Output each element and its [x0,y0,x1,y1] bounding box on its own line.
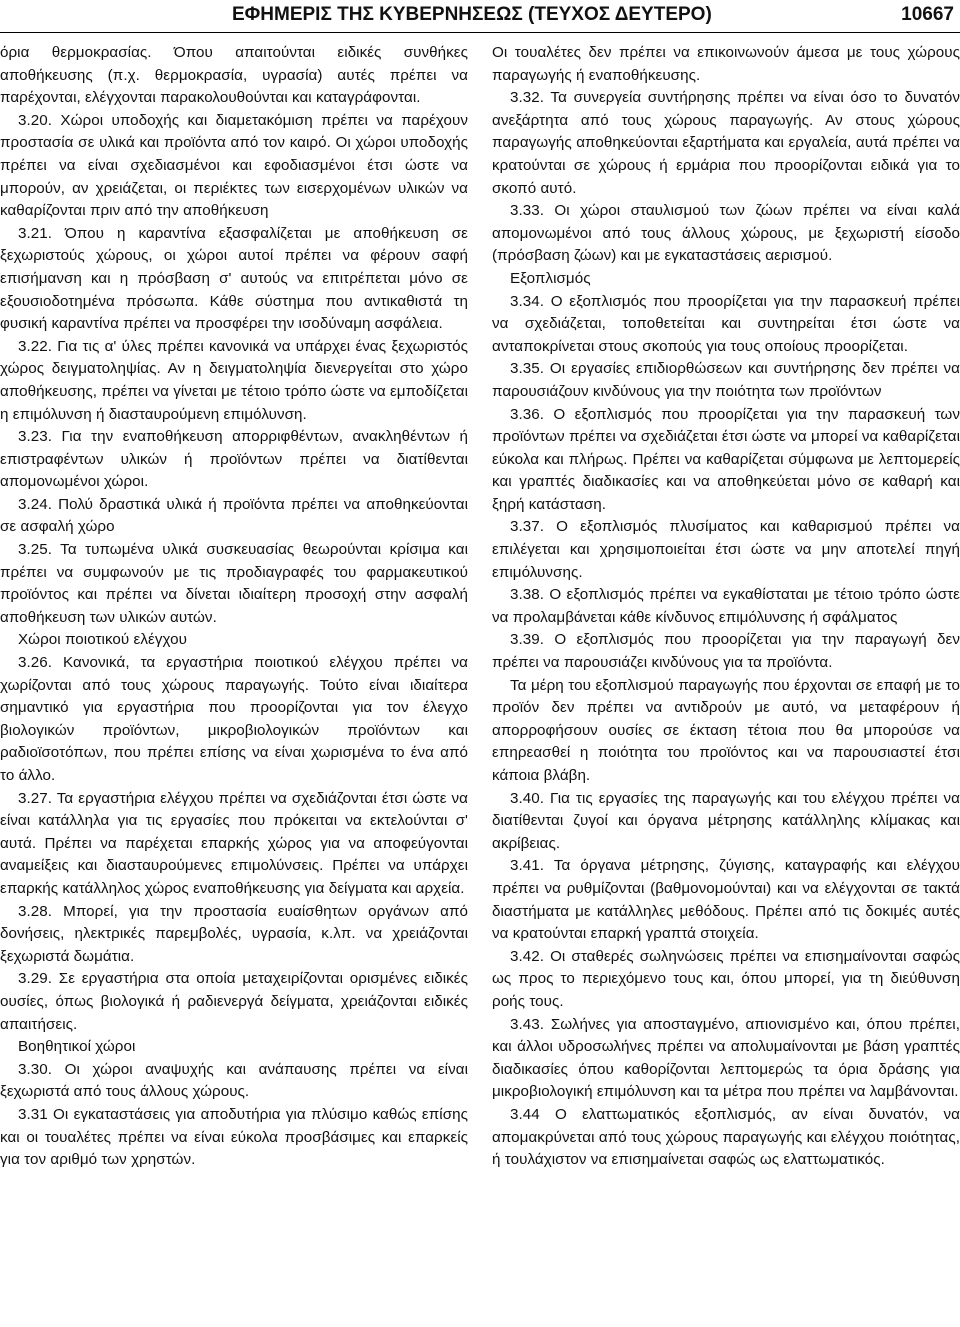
paragraph-3-36: 3.36. Ο εξοπλισμός που προορίζεται για την παρασκευή των προϊόντων πρέπει να σχεδιάζεται έτσι ώστε να μπορεί να καθαρίζεται εύκολα και πλήρως. Πρέπει να καθαρίζεται σύμφωνα με λεπτομερείς και γραπτές διαδικασίες και να αποθηκεύεται μόνο σε καθαρή και ξηρή κατάσταση. [492,405,960,513]
paragraph-3-23: 3.23. Για την εναποθήκευση απορριφθέντων, ανακληθέντων ή επιστραφέντων υλικών ή προϊόντων πρέπει να διατίθενται απομονωμένοι χώροι. [0,428,468,491]
gazette-title: ΕΦΗΜΕΡΙΣ ΤΗΣ ΚΥΒΕΡΝΗΣΕΩΣ (ΤΕΥΧΟΣ ΔΕΥΤΕΡΟ) [232,4,712,25]
paragraph-3-31: 3.31 Οι εγκαταστάσεις για αποδυτήρια για πλύσιμο καθώς επίσης και οι τουαλέτες πρέπει να είναι εύκολα προσβάσιμες και επαρκείς για τον αριθμό των χρηστών. [0,1105,468,1169]
paragraph-3-32: 3.32. Τα συνεργεία συντήρησης πρέπει να είναι όσο το δυνατόν ανεξάρτητα από τους χώρους παραγωγής. Αν στους χώρους παραγωγής αποθηκεύονται εξαρτήματα και εργαλεία, αυτά πρέπει να κρατούνται σε χώρους ή ερμάρια που προορίζονται ειδικά για το σκοπό αυτό. [492,89,960,197]
paragraph-3-26: 3.26. Κανονικά, τα εργαστήρια ποιοτικού ελέγχου πρέπει να χωρίζονται από τους χώρους παραγωγής. Τούτο είναι ιδιαίτερα σημαντικό για εργαστήρια που προορίζονται για τον έλεγχο βιολογικών προϊόντων, μικροβιολογικών προϊόντων και ραδιοϊσοτόπων, που πρέπει επίσης να είναι χωρισμένα το ένα από το άλλο. [0,654,468,784]
paragraph-3-41: 3.41. Τα όργανα μέτρησης, ζύγισης, καταγραφής και ελέγχου πρέπει να ρυθμίζονται (βαθμονομούνται) και να ελέγχονται σε τακτά διαστήματα με κατάλληλες μεθόδους. Πρέπει από τις δοκιμές αυτές να κρατούνται επαρκή γραπτά στοιχεία. [492,857,960,943]
paragraph-3-25: 3.25. Τα τυπωμένα υλικά συσκευασίας θεωρούνται κρίσιμα και πρέπει να συμφωνούν με τις προδιαγραφές του φαρμακευτικού προϊόντος και πρέπει να δίνεται ιδιαίτερη προσοχή στην ασφαλή αποθήκευση των υλικών αυτών. [0,541,468,626]
section-heading-quality-control: Χώροι ποιοτικού ελέγχου [18,631,187,649]
paragraph: Τα μέρη του εξοπλισμού παραγωγής που έρχονται σε επαφή με το προϊόν δεν πρέπει να αντιδρούν με αυτό, να μεταφέρουν ή απορροφήσουν ουσίες σε έκταση τέτοια που θα μπορούσε να επηρεασθεί η ποιότητα του προϊόντος και να παρουσιαστεί έτσι κάποια βλάβη. [492,676,960,784]
paragraph-3-27: 3.27. Τα εργαστήρια ελέγχου πρέπει να σχεδιάζονται έτσι ώστε να είναι κατάλληλα για τις εργασίες που πρόκειται να εκτελούνται σ' αυτά. Πρέπει να παρέχεται επαρκής χώρος για να αποφεύγονται αναμείξεις και διασταυρούμενες επιμολύνσεις. Πρέπει να υπάρχει επαρκής κατάλληλος χώρος εναποθήκευσης για δείγματα και αρχεία. [0,789,468,897]
paragraph: όρια θερμοκρασίας. Όπου απαιτούνται ειδικές συνθήκες αποθήκευσης (π.χ. θερμοκρασία, υγρασία) αυτές πρέπει να παρέχονται, ελέγχονται παρακολουθούνται και καταγράφονται. [0,44,468,107]
paragraph: Οι τουαλέτες δεν πρέπει να επικοινωνούν άμεσα με τους χώρους παραγωγής ή εναποθήκευσης. [492,44,960,84]
paragraph-3-33: 3.33. Οι χώροι σταυλισμού των ζώων πρέπει να είναι καλά απομονωμένοι από τους άλλους χώρους, με ξεχωριστή είσοδο (πρόσβαση ζώων) και με εγκαταστάσεις αερισμού. [492,202,960,265]
paragraph-3-21: 3.21. Όπου η καραντίνα εξασφαλίζεται με αποθήκευση σε ξεχωριστούς χώρους, οι χώροι αυτοί πρέπει να φέρουν σαφή επισήμανση και η πρόσβαση σ' αυτούς να επιτρέπεται μόνο σε εξουσιοδοτημένα πρόσωπα. Κάθε σύστημα που αντικαθιστά τη φυσική καραντίνα πρέπει να προσφέρει την ισοδύναμη ασφάλεια. [0,224,468,333]
paragraph-3-34: 3.34. Ο εξοπλισμός που προορίζεται για την παρασκευή πρέπει να σχεδιάζεται, τοποθετείται και συντηρείται έτσι ώστε να ανταποκρίνεται στους σκοπούς για τους οποίους προορίζεται. [492,292,960,355]
section-heading-auxiliary: Βοηθητικοί χώροι [18,1038,136,1056]
paragraph-3-28: 3.28. Μπορεί, για την προστασία ευαίσθητων οργάνων από δονήσεις, ηλεκτρικές παρεμβολές, υγρασία, κ.λπ. να χρειάζονται ξεχωριστά δωμάτια. [0,902,468,965]
paragraph-3-37: 3.37. Ο εξοπλισμός πλυσίματος και καθαρισμού πρέπει να επιλέγεται και χρησιμοποιείται έτσι ώστε να μην αποτελεί πηγή επιμόλυνσης. [492,518,960,581]
paragraph-3-39: 3.39. Ο εξοπλισμός που προορίζεται για την παραγωγή δεν πρέπει να παρουσιάζει κινδύνους για τα προϊόντα. [492,631,960,672]
paragraph-3-44: 3.44 Ο ελαττωματικός εξοπλισμός, αν είναι δυνατόν, να απομακρύνεται από τους χώρους παραγωγής και ελέγχου ποιότητας, ή τουλάχιστον να επισημαίνεται σαφώς ως ελαττωματικός. [492,1105,960,1169]
paragraph-3-20: 3.20. Χώροι υποδοχής και διαμετακόμιση πρέπει να παρέχουν προστασία σε υλικά και προϊόντα από τον καιρό. Οι χώροι υποδοχής πρέπει να είναι σχεδιασμένοι και εφοδιασμένοι έτσι ώστε να μπορούν, αν χρειάζεται, οι περιέκτες των εισερχομένων υλικών να καθαρίζονται πριν από την αποθήκευση [0,111,468,220]
paragraph-3-38: 3.38. Ο εξοπλισμός πρέπει να εγκαθίσταται με τέτοιο τρόπο ώστε να προλαμβάνεται κάθε κίνδυνος επιμόλυνσης ή σφάλματος [492,586,960,626]
section-heading-equipment: Εξοπλισμός [510,269,591,287]
page-number: 10667 [901,4,954,25]
page-header [0,0,960,30]
paragraph-3-24: 3.24. Πολύ δραστικά υλικά ή προϊόντα πρέπει να αποθηκεύονται σε ασφαλή χώρο [0,495,468,536]
right-column [492,42,960,1172]
paragraph-3-40: 3.40. Για τις εργασίες της παραγωγής και του ελέγχου πρέπει να διατίθενται ζυγοί και όργανα μέτρησης κατάλληλης κλίμακας και ακρίβειας. [492,789,960,852]
paragraph-3-29: 3.29. Σε εργαστήρια στα οποία μεταχειρίζονται ορισμένες ειδικές ουσίες, όπως βιολογικά ή ραδιενεργά δείγματα, χρειάζονται ειδικές απαιτήσεις. [0,970,468,1033]
paragraph-3-22: 3.22. Για τις α' ύλες πρέπει κανονικά να υπάρχει ένας ξεχωριστός χώρος δειγματοληψίας. Αν η δειγματοληψία διενεργείται στο χώρο αποθήκευσης, πρέπει να γίνεται με τέτοιο τρόπο ώστε να εμποδίζεται η επιμόλυνση ή διασταυρούμενη επιμόλυνση. [0,337,468,423]
left-column [0,42,468,1172]
paragraph-3-30: 3.30. Οι χώροι αναψυχής και ανάπαυσης πρέπει να είναι ξεχωριστά από τους άλλους χώρους. [0,1060,468,1101]
paragraph-3-35: 3.35. Οι εργασίες επιδιορθώσεων και συντήρησης δεν πρέπει να παρουσιάζουν κινδύνους για την ποιότητα των προϊόντων [492,360,960,400]
paragraph-3-43: 3.43. Σωλήνες για αποσταγμένο, απιονισμένο και, όπου πρέπει, και άλλοι υδροσωλήνες πρέπει να απολυμαίνονται με βάση γραπτές διαδικασίες όπου καθορίζονται λεπτομερώς τα όρια δράσης για μικροβιολογική επιμόλυνση και τα μέτρα που πρέπει να λαμβάνονται. [492,1015,960,1101]
header-rule [0,32,960,33]
paragraph-3-42: 3.42. Οι σταθερές σωληνώσεις πρέπει να επισημαίνονται σαφώς ως προς το περιεχόμενο τους και, όπου μπορεί, για τη διεύθυνση ροής τους. [492,947,960,1010]
